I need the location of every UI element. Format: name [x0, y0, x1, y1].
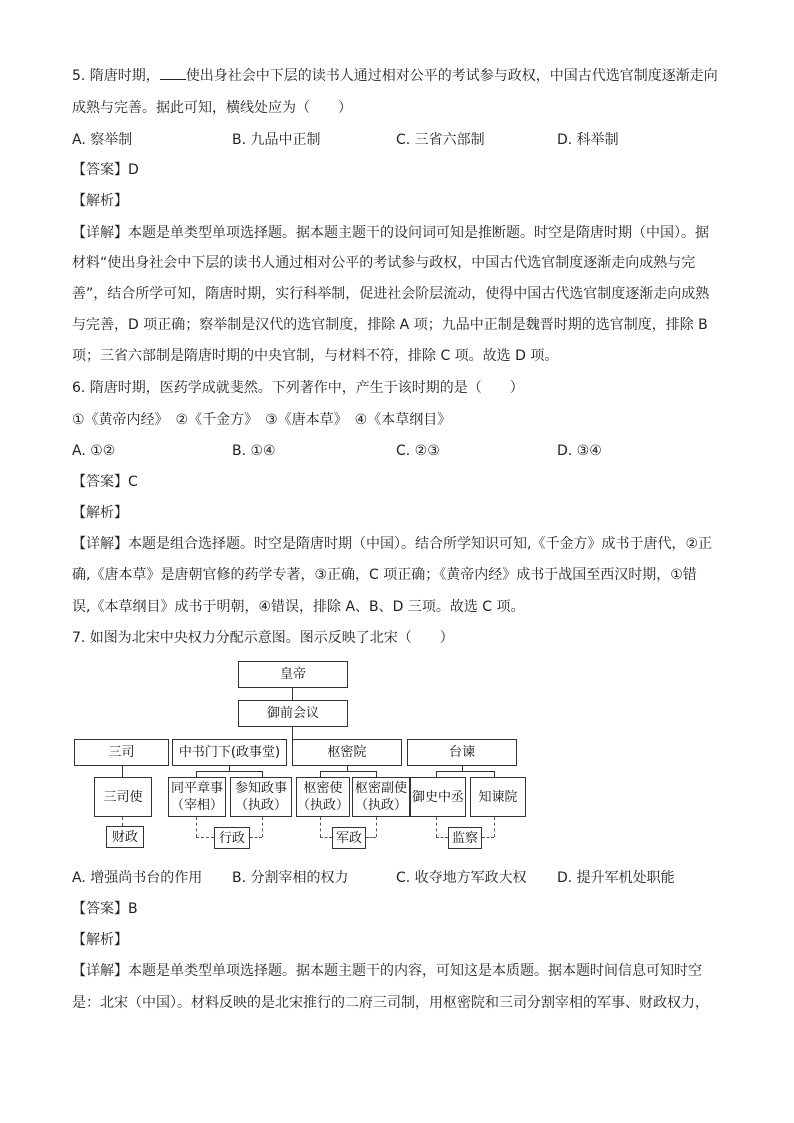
- dashed-connector: [250, 837, 262, 838]
- shumishi-box: 枢密使 （执政）: [296, 777, 350, 817]
- q5-option-a: A. 察举制: [72, 132, 133, 148]
- yushi-box: 御史中丞: [410, 777, 466, 817]
- canzhi-box: 参知政事 （执政）: [230, 777, 292, 817]
- q5-detail-line4: 与完善，D 项正确；察举制是汉代的选官制度，排除 A 项；九品中正制是魏晋时期的选官制度，排除 B: [72, 317, 708, 333]
- q5-stem-rest: 使出身社会中下层的读书人通过相对公平的考试参与政权，中国古代选官制度逐渐走向: [185, 68, 718, 84]
- q5-answer: 【答案】D: [72, 162, 139, 178]
- sansishi-box: 三司使: [94, 777, 152, 817]
- q7-analysis-label: 【解析】: [72, 932, 128, 948]
- q6-option-a: A. ①②: [72, 443, 116, 459]
- shumifushi-box: 枢密副使 （执政）: [352, 777, 410, 817]
- dashed-connector: [436, 817, 437, 837]
- q7-answer: 【答案】B: [72, 901, 138, 917]
- dashed-connector: [436, 837, 448, 838]
- q6-detail-line1: 【详解】本题是组合选择题。时空是隋唐时期（中国）。结合所学知识可知,《千金方》成书于唐代，②正: [72, 536, 712, 552]
- answer-blank: [160, 67, 186, 80]
- xingzheng-label: 行政: [214, 827, 250, 849]
- emperor-box: 皇帝: [238, 661, 348, 688]
- q7-detail-line2: 是：北宋（中国）。材料反映的是北宋推行的二府三司制，用枢密院和三司分割宰相的军事、财政权力，: [72, 995, 709, 1011]
- dashed-connector: [262, 817, 263, 837]
- q5-detail-line5: 项；三省六部制是隋唐时期的中央官制，与材料不符，排除 C 项。故选 D 项。: [72, 348, 559, 364]
- q6-analysis-label: 【解析】: [72, 505, 128, 521]
- q5-stem-start: 5. 隋唐时期，: [72, 68, 160, 84]
- q7-detail-line1: 【详解】本题是单类型单项选择题。据本题主题干的内容，可知这是本质题。据本题时间信息可知时空: [72, 963, 702, 979]
- q5-detail-line3: 善”，结合所学可知，隋唐时期，实行科举制，促进社会阶层流动，使得中国古代选官制度逐渐走向成熟: [72, 286, 710, 302]
- q5-detail-line2: 材料“使出身社会中下层的读书人通过相对公平的考试参与政权，中国古代选官制度逐渐走向成熟与完: [72, 255, 696, 271]
- q7-option-d: D. 提升军机处职能: [557, 870, 675, 886]
- dashed-connector: [320, 837, 332, 838]
- q6-option-d: D. ③④: [557, 443, 602, 459]
- q6-option-b: B. ①④: [232, 443, 276, 459]
- dashed-connector: [122, 817, 123, 826]
- connector: [292, 727, 293, 739]
- dashed-connector: [366, 837, 376, 838]
- dashed-connector: [376, 817, 377, 837]
- q5-option-c: C. 三省六部制: [396, 132, 485, 148]
- tongping-box: 同平章事 （宰相）: [168, 777, 226, 817]
- q5-stem-line2: 成熟与完善。据此可知，横线处应为（ ）: [72, 100, 352, 116]
- q6-stem: 6. 隋唐时期，医药学成就斐然。下列著作中，产生于该时期的是（ ）: [72, 380, 524, 396]
- connector: [292, 688, 293, 700]
- q6-detail-line3: 误,《本草纲目》成书于明朝，④错误，排除 A、B、D 三项。故选 C 项。: [72, 599, 525, 615]
- zhijian-box: 知谏院: [470, 777, 526, 817]
- dashed-connector: [320, 817, 321, 837]
- q7-option-a: A. 增强尚书台的作用: [72, 870, 203, 886]
- connector: [320, 771, 376, 772]
- q6-detail-line2: 确,《唐本草》是唐朝官修的药学专著，③正确，C 项正确；《黄帝内经》成书于战国至西汉时期，①错: [72, 567, 697, 583]
- connector: [436, 771, 494, 772]
- connector: [122, 766, 123, 777]
- jiancha-label: 监察: [448, 827, 482, 849]
- caizheng-label: 财政: [106, 826, 144, 848]
- q6-items: ①《黄帝内经》 ②《千金方》 ③《唐本草》 ④《本草纲目》: [72, 412, 452, 428]
- sansi-box: 三司: [74, 739, 169, 766]
- q7-option-b: B. 分割宰相的权力: [232, 870, 349, 886]
- dashed-connector: [196, 817, 197, 837]
- connector: [196, 771, 262, 772]
- taijian-box: 台谏: [407, 739, 517, 766]
- shumiyuan-box: 枢密院: [292, 739, 402, 766]
- dashed-connector: [196, 837, 214, 838]
- power-distribution-diagram: [72, 659, 532, 851]
- q7-stem: 7. 如图为北宋中央权力分配示意图。图示反映了北宋（ ）: [72, 630, 454, 646]
- q7-option-c: C. 收夺地方军政大权: [396, 870, 527, 886]
- q5-option-d: D. 科举制: [557, 132, 619, 148]
- q6-option-c: C. ②③: [396, 443, 440, 459]
- q5-option-b: B. 九品中正制: [232, 132, 321, 148]
- q6-answer: 【答案】C: [72, 474, 138, 490]
- junzheng-label: 军政: [332, 827, 366, 849]
- q5-detail-line1: 【详解】本题是单类型单项选择题。据本题主题干的设问词可知是推断题。时空是隋唐时期（中国）。据: [72, 225, 709, 241]
- q5-analysis-label: 【解析】: [72, 193, 128, 209]
- council-box: 御前会议: [238, 700, 348, 727]
- dashed-connector: [494, 817, 495, 837]
- dashed-connector: [482, 837, 494, 838]
- zhongshu-box: 中书门下(政事堂): [172, 739, 287, 766]
- q5-stem-line1: [72, 66, 718, 86]
